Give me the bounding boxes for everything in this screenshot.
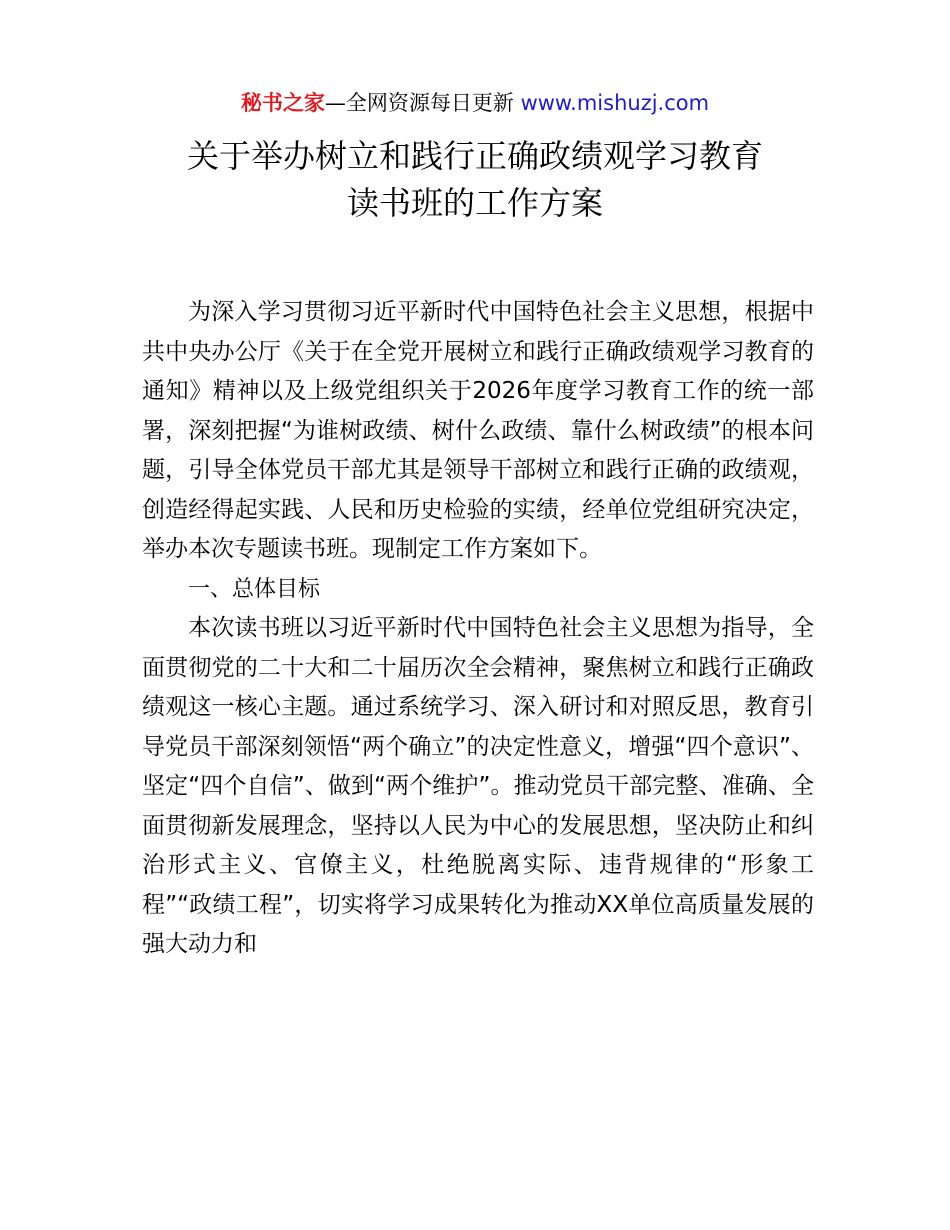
paragraph-intro: 为深入学习贯彻习近平新时代中国特色社会主义思想，根据中共中央办公厅《关于在全党开展树立和践行正确政绩观学习教育的通知》精神以及上级党组织关于2026年度学习教育工作的统一部署，深刻把握“为谁树政绩、树什么政绩、靠什么树政绩”的根本问题，引导全体党员干部尤其是领导干部树立和践行正确的政绩观，创造经得起实践、人民和历史检验的实绩，经单位党组研究决定，举办本次专题读书班。现制定工作方案如下。 xyxy=(142,299,814,562)
section-heading-goals: 一、总体目标 xyxy=(188,576,321,602)
site-url-link[interactable]: www.mishuzj.com xyxy=(520,91,710,115)
header-tagline: —全网资源每日更新 xyxy=(324,91,521,115)
brand-name: 秘书之家 xyxy=(240,91,325,115)
paragraph-goals: 本次读书班以习近平新时代中国特色社会主义思想为指导，全面贯彻党的二十大和二十届历次全会精神，聚焦树立和践行正确政绩观这一核心主题。通过系统学习、深入研讨和对照反思，教育引导党员干部深刻领悟“两个确立”的决定性意义，增强“四个意识”、坚定“四个自信”、做到“两个维护”。推动党员干部完整、准确、全面贯彻新发展理念，坚持以人民为中心的发展思想，坚决防止和纠治形式主义、官僚主义，杜绝脱离实际、违背规律的“形象工程”“政绩工程”，切实将学习成果转化为推动XX单位高质量发展的强大动力和 xyxy=(142,615,814,957)
site-header xyxy=(0,88,950,118)
title-line-1: 关于举办树立和践行正确政绩观学习教育 xyxy=(186,137,763,175)
document-title xyxy=(0,133,950,227)
document-body xyxy=(142,293,814,965)
title-line-2: 读书班的工作方案 xyxy=(346,184,603,222)
